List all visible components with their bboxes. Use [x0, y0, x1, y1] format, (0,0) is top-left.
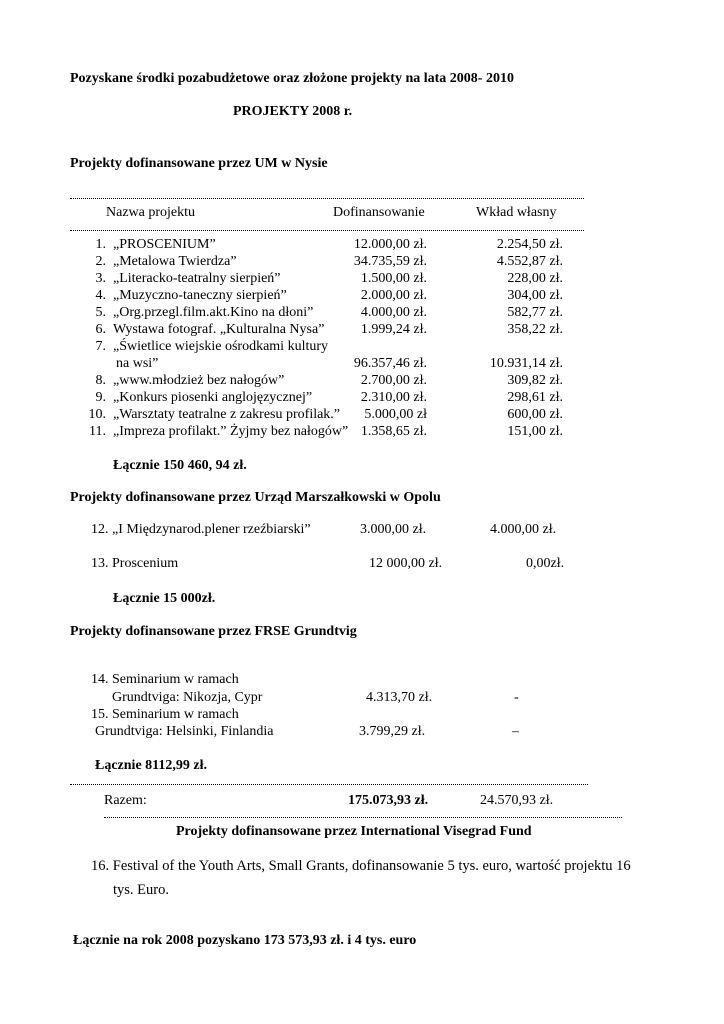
- table-row-name: „Org.przegl.film.akt.Kino na dłoni”: [113, 305, 314, 320]
- row-number: 3.: [95, 271, 106, 286]
- dotted-separator: [104, 817, 622, 818]
- row-number: 4.: [95, 288, 106, 303]
- section-marsz-heading: Projekty dofinansowane przez Urząd Marszałkowski w Opolu: [70, 490, 441, 505]
- table-row-name: „www.młodzież bez nałogów”: [113, 373, 285, 388]
- table-row-name: „Warsztaty teatralne z zakresu profilak.”: [113, 407, 341, 422]
- table-row-funding: 12.000,00 zł.: [353, 237, 427, 252]
- table-row-name: „Muzyczno-taneczny sierpień”: [113, 288, 287, 303]
- row-number: 1.: [95, 237, 106, 252]
- table-row-funding: 4.313,70 zł.: [366, 690, 433, 705]
- table-row-own: 4.000,00 zł.: [490, 522, 557, 537]
- table-row-funding: 2.700,00 zł.: [360, 373, 427, 388]
- row-number: 6.: [95, 322, 106, 337]
- table-row-funding: 2.310,00 zł.: [360, 390, 427, 405]
- column-header-funding: Dofinansowanie: [333, 205, 425, 220]
- summary-own: 24.570,93 zł.: [480, 793, 554, 808]
- table-row-own: 304,00 zł.: [507, 288, 563, 303]
- ivf-item-text: 16. Festival of the Youth Arts, Small Grants, dofinansowanie 5 tys. euro, wartość projektu 16: [91, 858, 631, 874]
- section-marsz-total: Łącznie 15 000zł.: [113, 591, 216, 606]
- summary-label: Razem:: [104, 793, 147, 808]
- row-number: 11.: [89, 424, 106, 439]
- column-header-name: Nazwa projektu: [106, 205, 196, 220]
- table-row-own: 228,00 zł.: [507, 271, 563, 286]
- table-row-own: -: [514, 690, 519, 705]
- table-row-name: „Świetlice wiejskie ośrodkami kultury: [113, 339, 329, 354]
- document-subtitle: PROJEKTY 2008 r.: [233, 104, 353, 119]
- table-row-name: 13. Proscenium: [91, 556, 179, 571]
- table-row-name: „Impreza profilakt.” Żyjmy bez nałogów”: [113, 424, 349, 439]
- table-row-funding: 3.000,00 zł.: [360, 522, 427, 537]
- table-row-own: 151,00 zł.: [507, 424, 563, 439]
- table-row-funding: 1.999,24 zł.: [360, 322, 427, 337]
- table-row-funding: 34.735,59 zł.: [353, 254, 427, 269]
- row-number: 8.: [95, 373, 106, 388]
- table-row-funding: 4.000,00 zł.: [360, 305, 427, 320]
- section-um-heading: Projekty dofinansowane przez UM w Nysie: [70, 156, 328, 171]
- table-row-own: 298,61 zł.: [507, 390, 563, 405]
- table-row-name: „Metalowa Twierdza”: [113, 254, 237, 269]
- table-row-funding: 1.358,65 zł.: [360, 424, 427, 439]
- grand-total: Łącznie na rok 2008 pozyskano 173 573,93 zł. i 4 tys. euro: [73, 933, 417, 948]
- table-row-funding: 1.500,00 zł.: [360, 271, 427, 286]
- row-number: 2.: [95, 254, 106, 269]
- section-um-total: Łącznie 150 460, 94 zł.: [113, 458, 247, 473]
- dotted-separator: [70, 230, 584, 231]
- table-row-name-cont: Grundtviga: Helsinki, Finlandia: [95, 724, 274, 739]
- dotted-separator: [70, 198, 584, 199]
- section-ivf-heading: Projekty dofinansowane przez International Visegrad Fund: [176, 824, 532, 839]
- table-row-name: „Konkurs piosenki anglojęzycznej”: [113, 390, 313, 405]
- table-row-funding: 3.799,29 zł.: [359, 724, 426, 739]
- table-row-name-cont: na wsi”: [116, 356, 159, 371]
- row-number: 9.: [95, 390, 106, 405]
- ivf-item-text-cont: tys. Euro.: [113, 882, 169, 898]
- section-frse-heading: Projekty dofinansowane przez FRSE Grundtvig: [70, 624, 357, 639]
- section-frse-total: Łącznie 8112,99 zł.: [95, 758, 207, 773]
- table-row-name: 15. Seminarium w ramach: [91, 707, 239, 722]
- document-title: Pozyskane środki pozabudżetowe oraz złożone projekty na lata 2008- 2010: [70, 71, 514, 86]
- table-row-own: 582,77 zł.: [507, 305, 563, 320]
- table-row-funding: 12 000,00 zł.: [369, 556, 443, 571]
- table-row-name-cont: Grundtviga: Nikozja, Cypr: [112, 690, 263, 705]
- table-row-own: 10.931,14 zł.: [489, 356, 563, 371]
- table-row-name: 14. Seminarium w ramach: [91, 672, 239, 687]
- table-row-own: 4.552,87 zł.: [496, 254, 563, 269]
- summary-funding: 175.073,93 zł.: [348, 793, 429, 808]
- table-row-funding: 96.357,46 zł.: [353, 356, 427, 371]
- column-header-own: Wkład własny: [476, 205, 557, 220]
- row-number: 7.: [95, 339, 106, 354]
- table-row-own: 358,22 zł.: [507, 322, 563, 337]
- table-row-name: 12. „I Międzynarod.plener rzeźbiarski”: [91, 522, 311, 537]
- table-row-own: –: [512, 724, 519, 739]
- table-row-name: Wystawa fotograf. „Kulturalna Nysa”: [113, 322, 325, 337]
- table-row-name: „Literacko-teatralny sierpień”: [113, 271, 281, 286]
- table-row-own: 309,82 zł.: [507, 373, 563, 388]
- table-row-own: 600,00 zł.: [507, 407, 563, 422]
- table-row-funding: 2.000,00 zł.: [360, 288, 427, 303]
- table-row-own: 0,00zł.: [526, 556, 565, 571]
- table-row-name: „PROSCENIUM”: [113, 237, 216, 252]
- table-row-funding: 5.000,00 zł: [364, 407, 427, 422]
- table-row-own: 2.254,50 zł.: [496, 237, 563, 252]
- dotted-separator: [70, 784, 588, 785]
- row-number: 5.: [95, 305, 106, 320]
- row-number: 10.: [88, 407, 106, 422]
